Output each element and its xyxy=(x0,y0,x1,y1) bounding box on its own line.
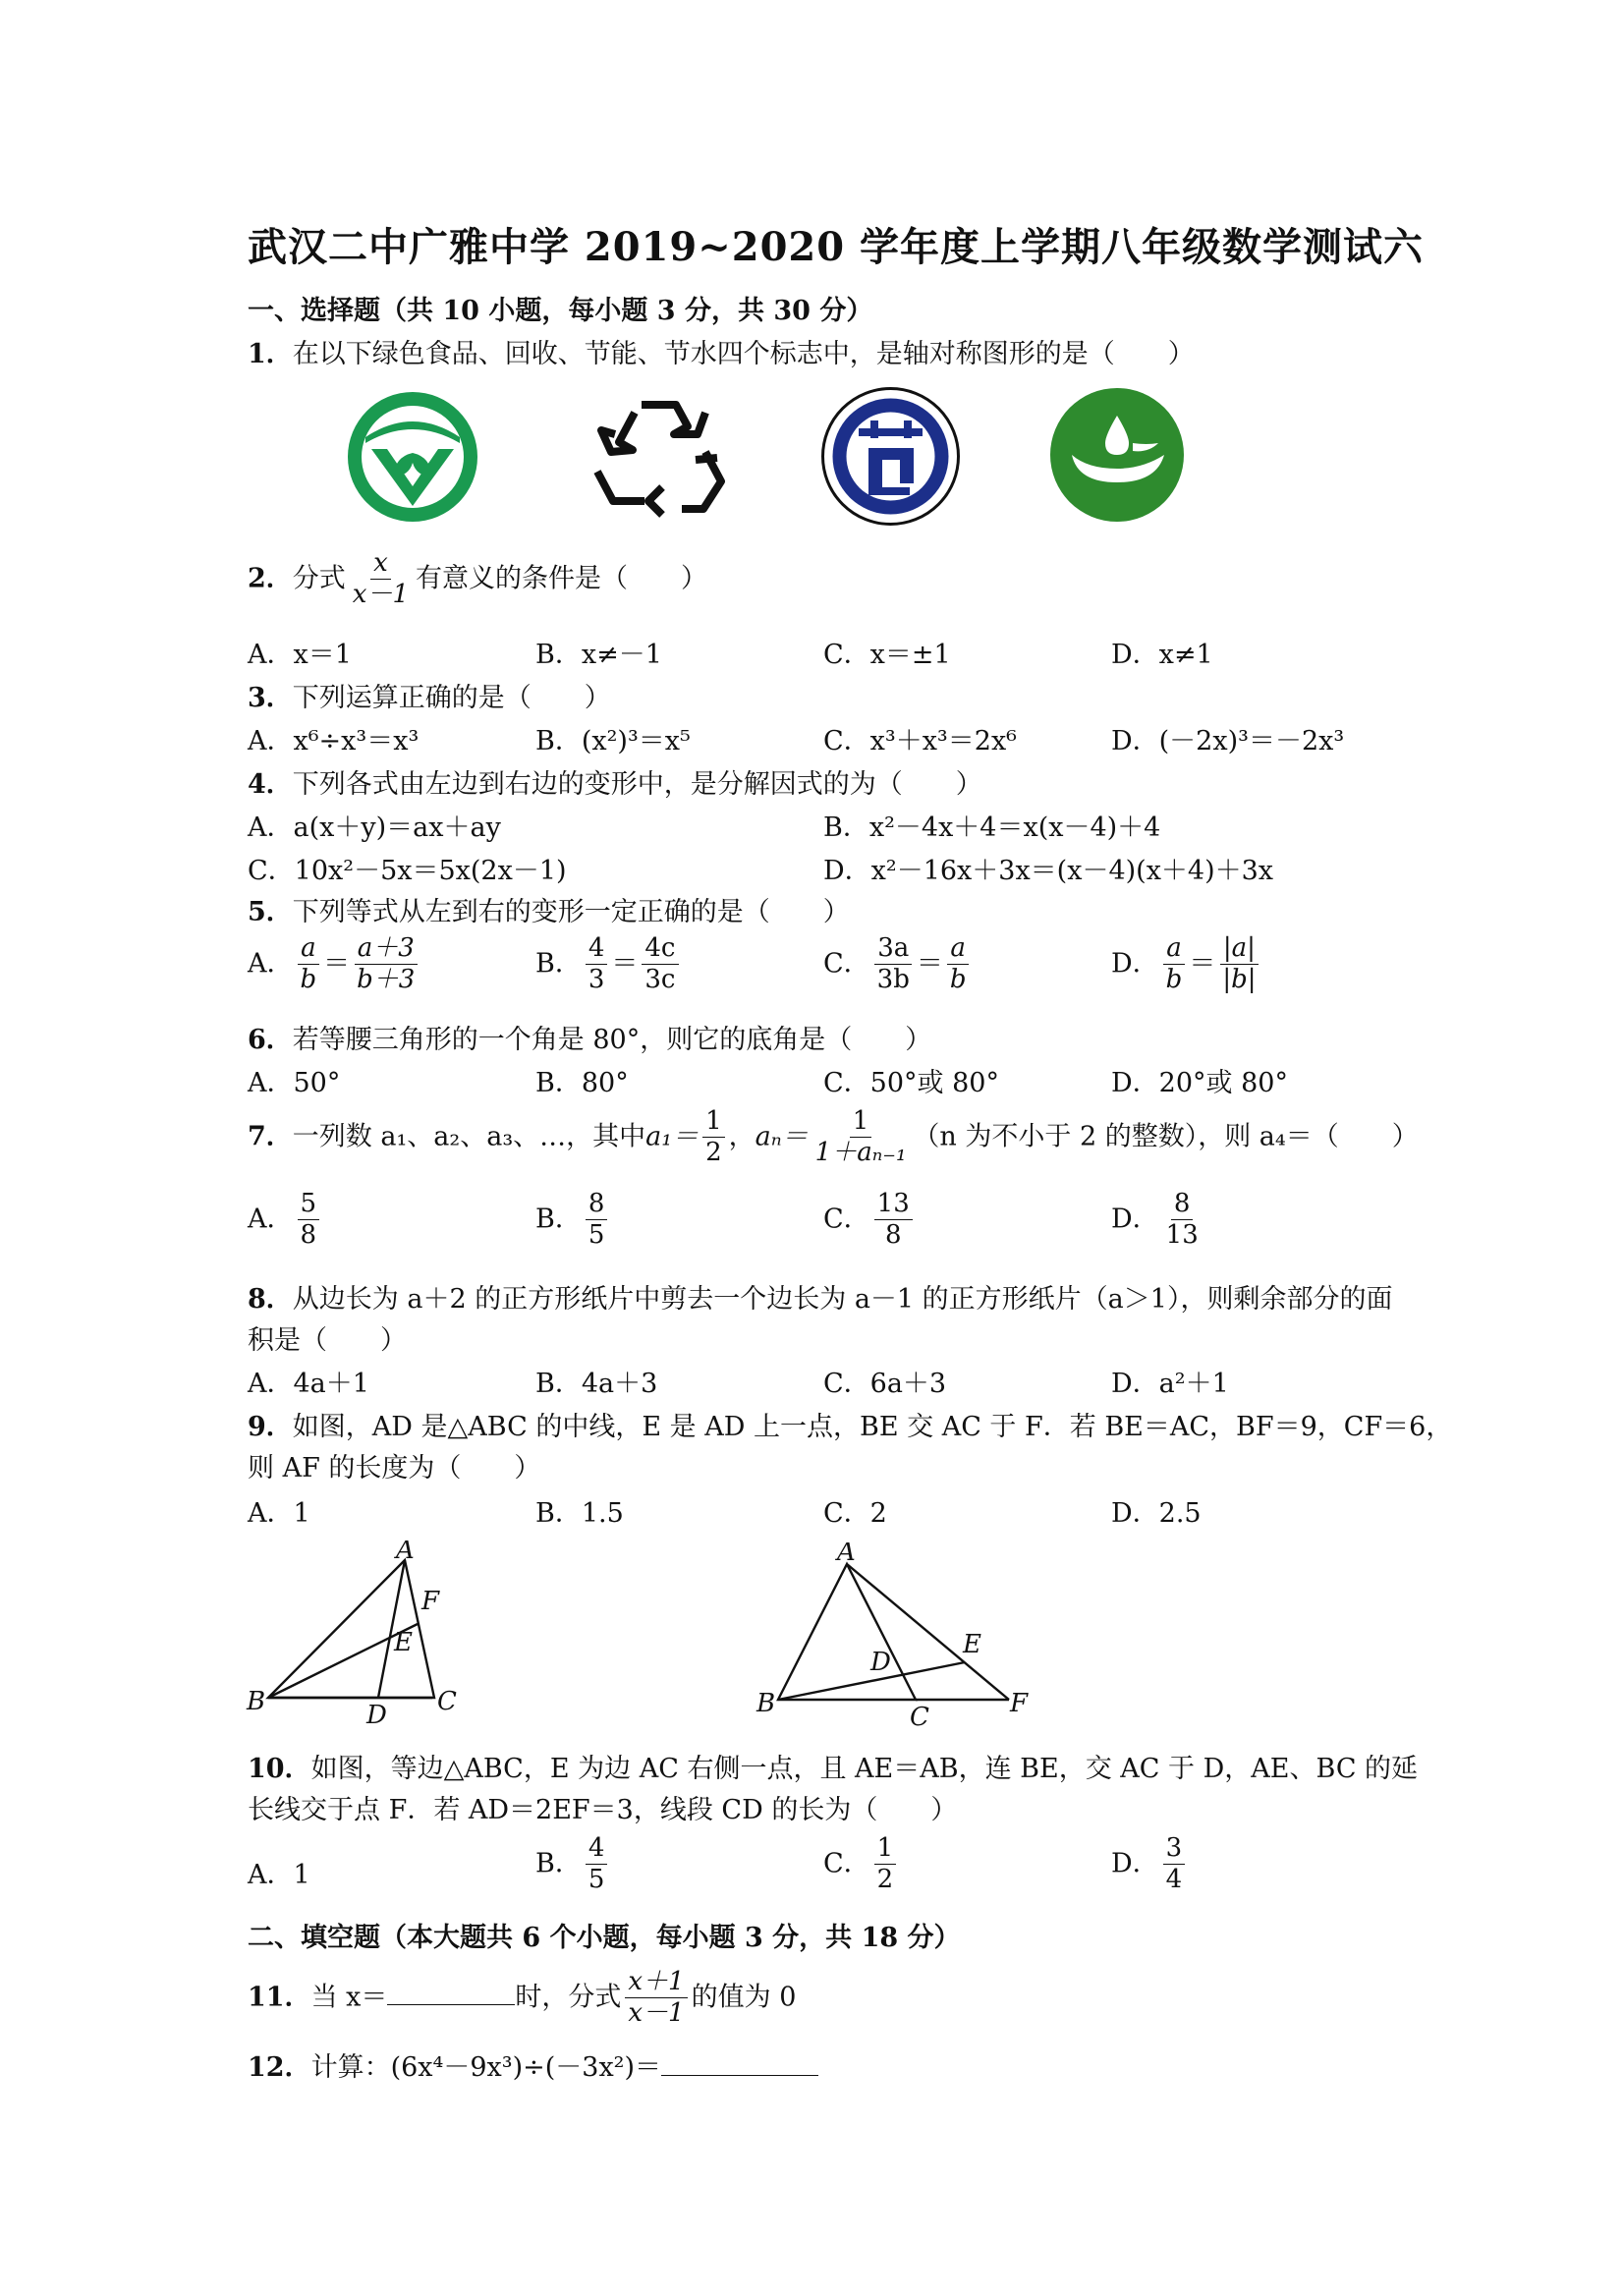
option-a: A．1 xyxy=(248,1860,310,1890)
question-8-line2: 积是（ ） xyxy=(248,1325,407,1356)
section-heading-choice: 一、选择题（共 10 小题，每小题 3 分，共 30 分） xyxy=(248,296,873,326)
fraction xyxy=(625,1969,687,2028)
option-label: D． xyxy=(1111,1204,1159,1235)
option-a: A．4a＋1 xyxy=(248,1369,369,1399)
fraction xyxy=(350,550,412,609)
option-b: B．x≠－1 xyxy=(535,640,662,670)
question-text: （n 为不小于 2 的整数），则 a₄＝（ ） xyxy=(913,1121,1419,1152)
question-number: 1． xyxy=(248,339,293,369)
point-label-b: B xyxy=(756,1689,776,1718)
numerator: x＋1 xyxy=(625,1969,687,1998)
question-9 xyxy=(248,1405,1452,1443)
question-text: 有意义的条件是（ ） xyxy=(416,563,708,594)
point-label-d: D xyxy=(366,1701,387,1727)
fraction xyxy=(586,935,608,994)
term-a1: a₁＝ xyxy=(645,1121,700,1152)
option-d: D．x≠1 xyxy=(1111,640,1213,670)
option-c: C．6a＋3 xyxy=(823,1369,947,1399)
option-b: B．x²－4x＋4＝x(x－4)＋4 xyxy=(823,812,1161,843)
question-5 xyxy=(248,890,850,928)
option-b: B．80° xyxy=(535,1068,629,1098)
option-b: B．1.5 xyxy=(535,1498,624,1529)
question-text: 下列各式由左边到右边的变形中，是分解因式的为（ ） xyxy=(292,769,982,800)
denominator: 4 xyxy=(1165,1865,1183,1895)
option-label: C． xyxy=(823,948,870,980)
question-text: 在以下绿色食品、回收、节能、节水四个标志中，是轴对称图形的是（ ） xyxy=(292,339,1195,369)
denominator: 3b xyxy=(876,965,910,995)
fraction xyxy=(1163,935,1186,994)
segment-af xyxy=(847,1564,1009,1700)
question-number: 11． xyxy=(248,1982,311,2013)
option-d xyxy=(1111,1191,1205,1250)
option-label: D． xyxy=(1111,1848,1159,1879)
numerator: |a| xyxy=(1220,935,1259,965)
question-number: 3． xyxy=(248,683,293,713)
question-1 xyxy=(248,332,1195,370)
option-b xyxy=(535,1191,611,1250)
option-label: D． xyxy=(1111,948,1159,980)
question-number: 6． xyxy=(248,1025,293,1055)
fraction xyxy=(586,1835,608,1894)
question-10 xyxy=(248,1747,1418,1785)
denominator: |b| xyxy=(1222,965,1257,995)
question-text: 如图，AD 是△ABC 的中线，E 是 AD 上一点，BE 交 AC 于 F．若 BE＝AC，BF＝9，CF＝6， xyxy=(292,1412,1453,1442)
triangle-abc xyxy=(778,1564,916,1700)
numerator: x xyxy=(370,550,391,580)
question-3 xyxy=(248,676,611,714)
point-label-c: C xyxy=(910,1703,929,1729)
option-d: D．(－2x)³＝－2x³ xyxy=(1111,726,1345,756)
denominator: x－1 xyxy=(352,580,410,610)
fraction xyxy=(812,1108,910,1167)
option-label: A． xyxy=(248,1204,294,1235)
fraction xyxy=(947,935,970,994)
option-d: D．20°或 80° xyxy=(1111,1068,1288,1098)
option-c: C．x³＋x³＝2x⁶ xyxy=(823,726,1017,756)
denominator: 2 xyxy=(705,1138,722,1168)
option-label: B． xyxy=(535,948,582,980)
option-a: A．a(x＋y)＝ax＋ay xyxy=(248,812,501,843)
option-label: C． xyxy=(823,1848,870,1879)
question-number: 7． xyxy=(248,1121,293,1152)
denominator: 13 xyxy=(1165,1220,1199,1251)
question-number: 8． xyxy=(248,1284,293,1315)
option-a: A．x＝1 xyxy=(248,640,352,670)
option-a: A．50° xyxy=(248,1068,341,1098)
option-d: D． $\frac{a}{b}$ ＝ $\frac{|a|}{|b|}$ xyxy=(1111,935,1262,994)
option-d: D．a²＋1 xyxy=(1111,1369,1229,1399)
fraction xyxy=(298,1191,320,1250)
option-b: B．4a＋3 xyxy=(535,1369,658,1399)
fraction xyxy=(874,1191,913,1250)
option-c: C．x＝±1 xyxy=(823,640,951,670)
numerator: 4 xyxy=(586,935,608,965)
denominator: 1＋aₙ₋₁ xyxy=(814,1138,907,1168)
option-d: D．2.5 xyxy=(1111,1498,1202,1529)
denominator: 3 xyxy=(588,965,605,995)
fraction xyxy=(874,935,913,994)
option-a: A．1 xyxy=(248,1498,310,1529)
numerator: a xyxy=(1163,935,1185,965)
denominator: 3c xyxy=(644,965,676,995)
denominator: 8 xyxy=(884,1220,902,1251)
numerator: 8 xyxy=(586,1191,608,1220)
numerator: 3a xyxy=(874,935,912,965)
point-label-a: A xyxy=(837,1542,856,1567)
denominator: b xyxy=(300,965,317,995)
question-2 xyxy=(248,550,707,609)
option-b xyxy=(535,1835,611,1894)
question-12 xyxy=(248,2045,818,2084)
question-text: 计算：(6x⁴－9x³)÷(－3x²)＝ xyxy=(310,2052,662,2083)
question-text: 下列等式从左到右的变形一定正确的是（ ） xyxy=(292,897,850,927)
green-food-logo-icon xyxy=(344,388,481,526)
option-d: D．x²－16x＋3x＝(x－4)(x＋4)＋3x xyxy=(823,856,1274,886)
numerator: a xyxy=(947,935,969,965)
option-b: B． $\frac{4}{3}$ ＝ $\frac{4c}{3c}$ xyxy=(535,935,683,994)
question-4 xyxy=(248,762,982,801)
point-label-d: D xyxy=(870,1648,891,1677)
page-title: 武汉二中广雅中学 2019~2020 学年度上学期八年级数学测试六 xyxy=(248,224,1425,270)
answer-blank[interactable] xyxy=(661,2053,818,2076)
option-label: C． xyxy=(823,1204,870,1235)
fraction xyxy=(1163,1835,1186,1894)
fraction xyxy=(1163,1191,1202,1250)
question-number: 12． xyxy=(248,2052,311,2083)
numerator: a＋3 xyxy=(355,935,418,965)
question-text: 下列运算正确的是（ ） xyxy=(292,683,611,713)
fraction xyxy=(586,1191,608,1250)
option-a: A． $\frac{a}{b}$ ＝ $\frac{a+3}{b+3}$ xyxy=(248,935,421,994)
triangle-figure-q9 xyxy=(241,1540,521,1727)
numerator: 1 xyxy=(874,1835,897,1865)
point-label-c: C xyxy=(437,1687,457,1716)
option-a: A．x⁶÷x³＝x³ xyxy=(248,726,420,756)
denominator: 8 xyxy=(300,1220,317,1251)
question-11 xyxy=(248,1969,796,2028)
denominator: b＋3 xyxy=(357,965,416,995)
point-label-f: F xyxy=(421,1587,440,1616)
option-d xyxy=(1111,1835,1189,1894)
option-a xyxy=(248,1191,323,1250)
point-label-e: E xyxy=(394,1628,413,1657)
numerator: 8 xyxy=(1171,1191,1194,1220)
fraction xyxy=(298,935,320,994)
question-text: 若等腰三角形的一个角是 80°，则它的底角是（ ） xyxy=(292,1025,932,1055)
numerator: 3 xyxy=(1163,1835,1186,1865)
point-label-b: B xyxy=(247,1687,266,1716)
question-number: 9． xyxy=(248,1412,293,1442)
fraction xyxy=(702,1108,725,1167)
water-saving-logo-icon xyxy=(1048,386,1186,524)
numerator: 1 xyxy=(850,1108,872,1138)
section-heading-fill: 二、填空题（本大题共 6 个小题，每小题 3 分，共 18 分） xyxy=(248,1923,961,1953)
question-10-line2: 长线交于点 F．若 AD＝2EF＝3，线段 CD 的长为（ ） xyxy=(248,1795,958,1825)
fraction xyxy=(874,1835,897,1894)
question-number: 4． xyxy=(248,769,293,800)
denominator: 5 xyxy=(588,1220,605,1251)
numerator: 5 xyxy=(298,1191,320,1220)
point-label-e: E xyxy=(963,1630,981,1659)
denominator: b xyxy=(1165,965,1183,995)
question-text: 当 x＝ xyxy=(310,1982,388,2013)
answer-blank[interactable] xyxy=(387,1983,515,2005)
denominator: 2 xyxy=(876,1865,894,1895)
option-c: C．2 xyxy=(823,1498,887,1529)
question-number: 5． xyxy=(248,897,293,927)
question-8 xyxy=(248,1277,1392,1316)
option-label: B． xyxy=(535,1204,582,1235)
option-c xyxy=(823,1835,900,1894)
option-c: C．50°或 80° xyxy=(823,1068,999,1098)
fraction xyxy=(642,935,678,994)
numerator: 13 xyxy=(874,1191,913,1220)
numerator: 4 xyxy=(586,1835,608,1865)
question-9-line2: 则 AF 的长度为（ ） xyxy=(248,1453,541,1484)
fraction xyxy=(1219,935,1259,994)
question-text: 时，分式 xyxy=(515,1982,622,2013)
triangle-figure-q10 xyxy=(749,1542,1043,1729)
option-b: B．(x²)³＝x⁵ xyxy=(535,726,691,756)
question-text: 的值为 0 xyxy=(691,1982,797,2013)
question-text: 从边长为 a＋2 的正方形纸片中剪去一个边长为 a－1 的正方形纸片（a＞1），则剩余部分的面 xyxy=(292,1284,1393,1315)
option-label: B． xyxy=(535,1848,582,1879)
point-label-a: A xyxy=(396,1540,415,1565)
recycle-logo-icon xyxy=(588,391,730,524)
fraction xyxy=(354,935,418,994)
option-label: A． xyxy=(248,948,294,980)
denominator: x－1 xyxy=(628,1998,685,2029)
option-c xyxy=(823,1191,917,1250)
question-text: 如图，等边△ABC，E 为边 AC 右侧一点，且 AE＝AB，连 BE，交 AC 于 D，AE、BC 的延 xyxy=(310,1754,1419,1784)
energy-saving-logo-icon xyxy=(819,385,962,528)
point-label-f: F xyxy=(1010,1689,1029,1718)
question-6 xyxy=(248,1018,931,1056)
question-7: 7．一列数 a₁、a₂、a₃、…，其中a₁＝ $\frac{1}{2}$ ，aₙ＝ $\frac{1}{\text{1＋aₙ₋₁}}$ （n 为不小于 2 的整数），则 a₄＝（ ） xyxy=(248,1106,1419,1168)
numerator: 1 xyxy=(702,1108,725,1138)
denominator: b xyxy=(949,965,967,995)
numerator: 4c xyxy=(642,935,678,965)
question-number: 2． xyxy=(248,563,293,594)
question-number: 10． xyxy=(248,1754,311,1784)
option-c: C．10x²－5x＝5x(2x－1) xyxy=(248,856,567,886)
denominator: 5 xyxy=(588,1865,605,1895)
question-text: 一列数 a₁、a₂、a₃、…，其中 xyxy=(292,1121,646,1152)
term-an: aₙ＝ xyxy=(755,1121,809,1152)
option-c: C． $\frac{3a}{3b}$ ＝ $\frac{a}{b}$ xyxy=(823,935,974,994)
numerator: a xyxy=(298,935,319,965)
question-text: 分式 xyxy=(292,563,346,594)
